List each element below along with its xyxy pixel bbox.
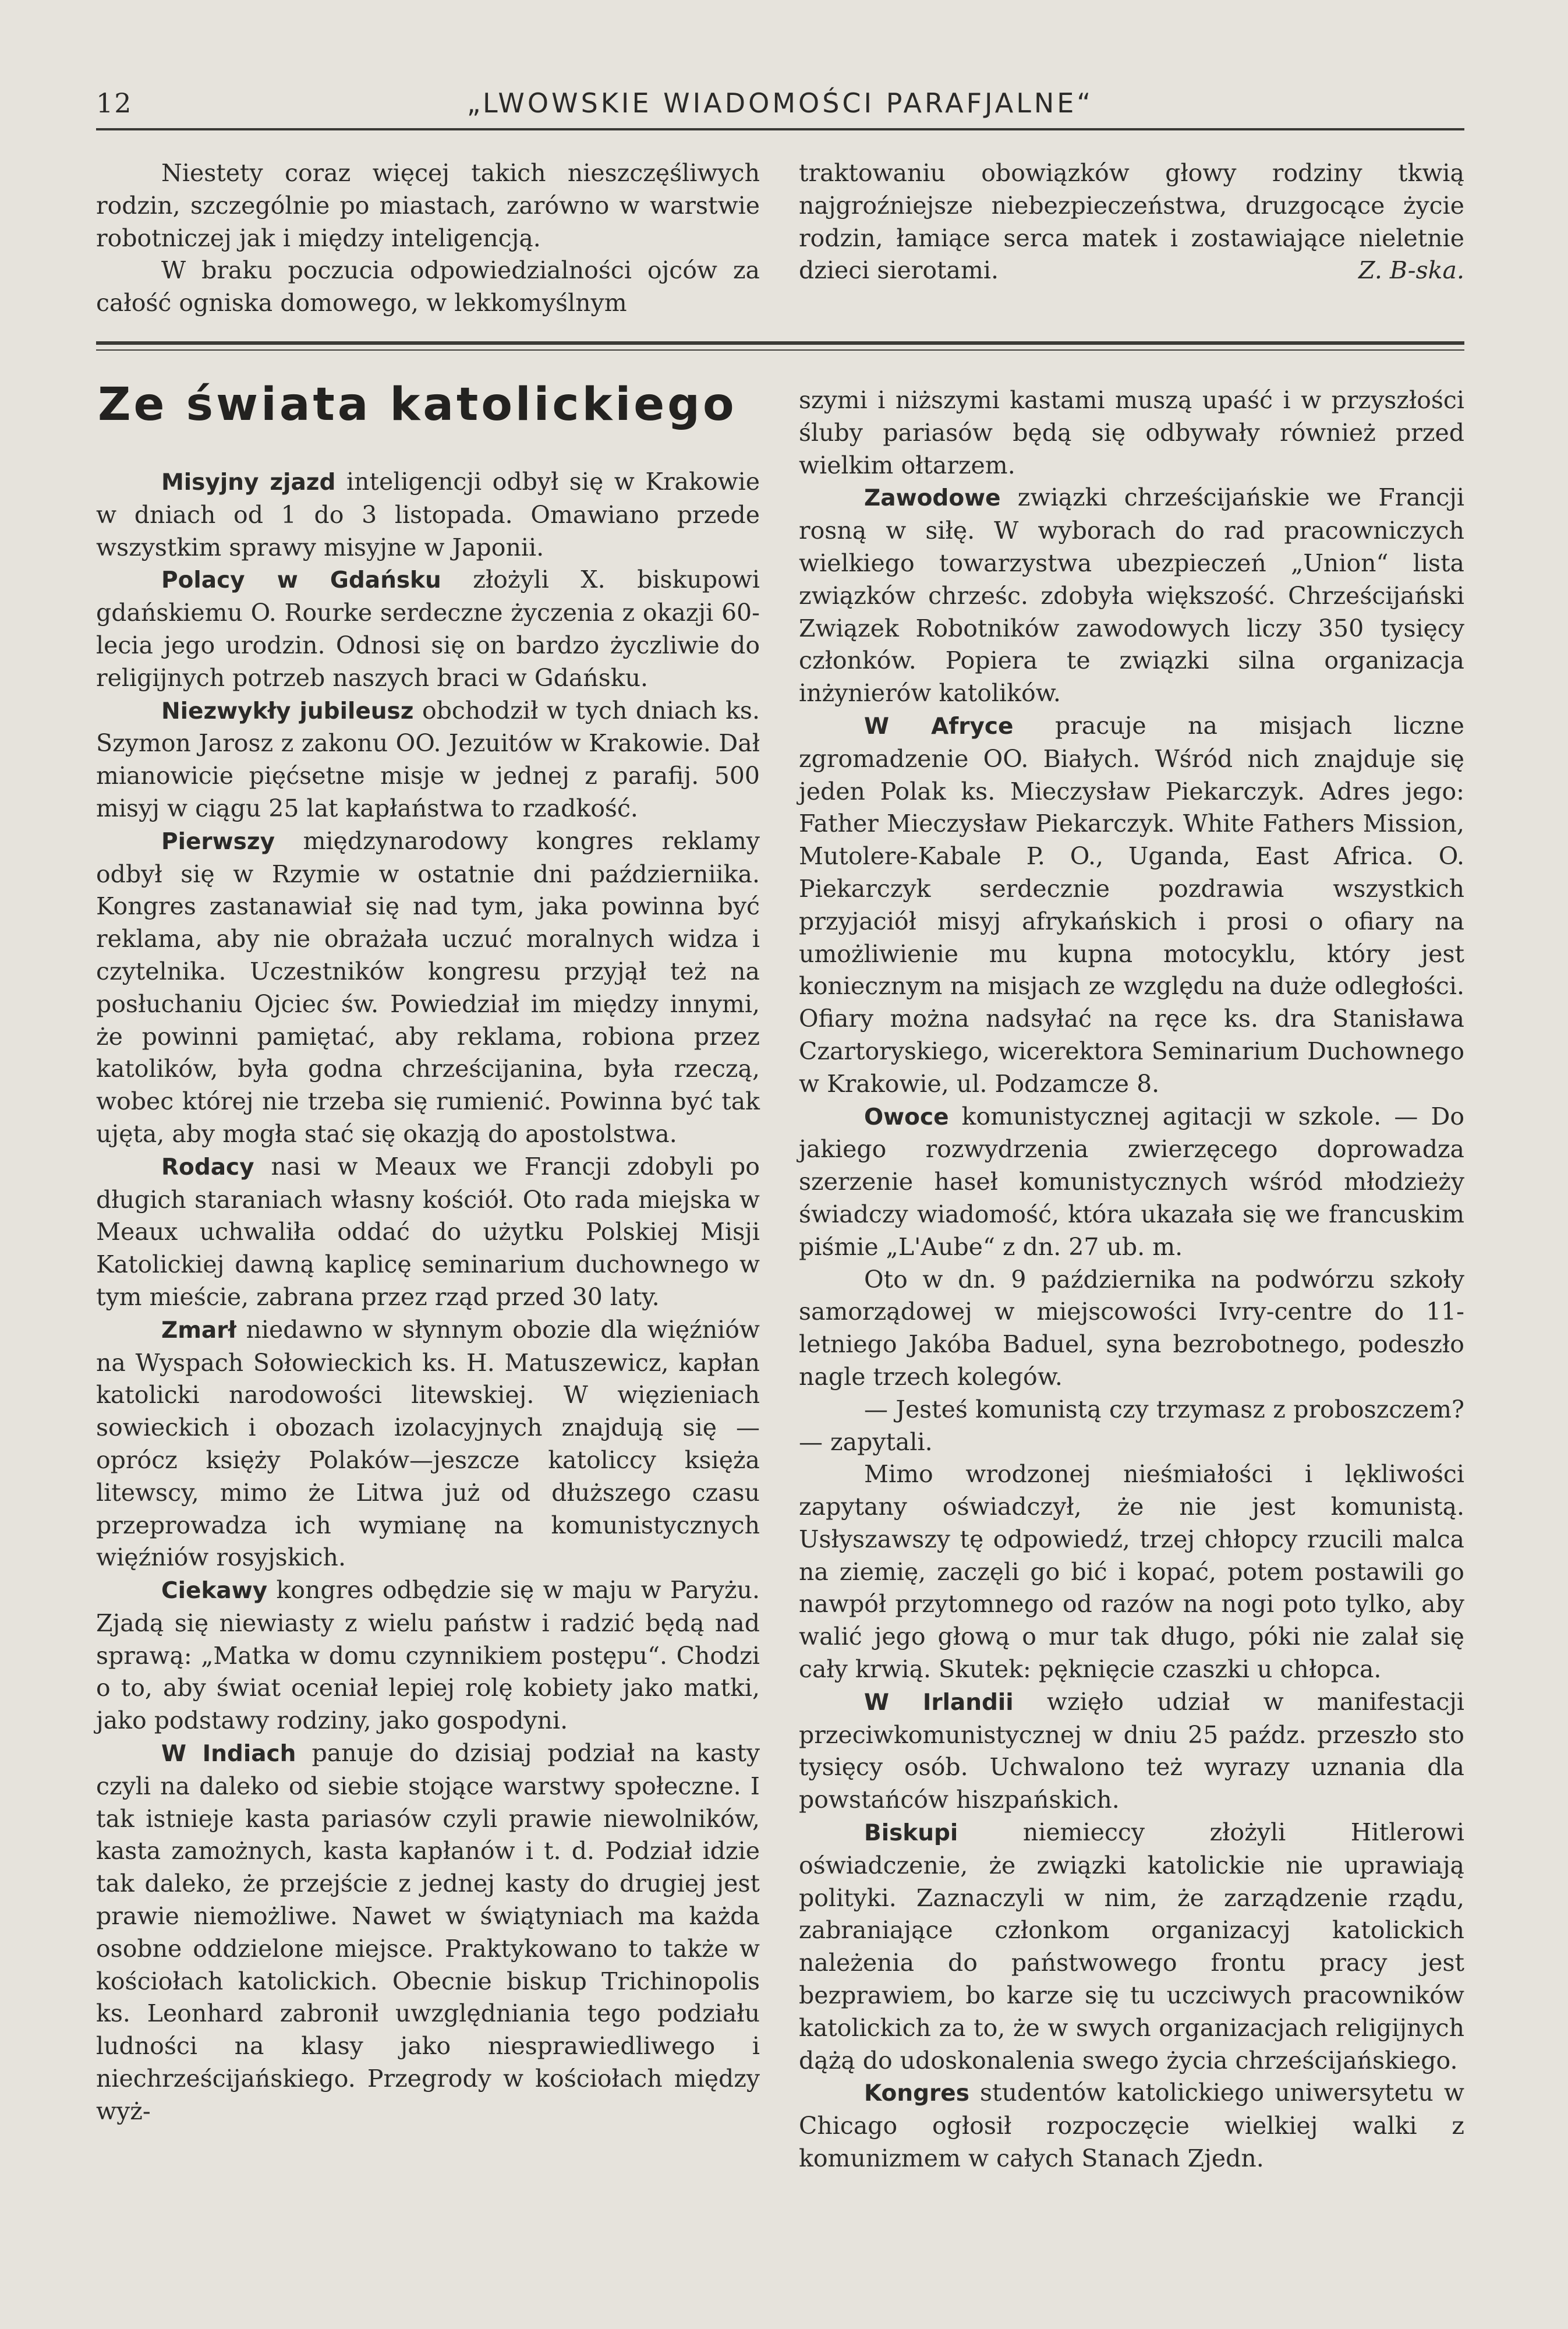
page-number: 12: [96, 87, 133, 119]
section-separator-thick: [96, 341, 1464, 345]
news-item-text: niedawno w słynnym obozie dla więźniów na Wyspach Sołowieckich ks. H. Matuszewicz, kapłan katolicki narodowości litewskiej. W więzieniach sowieckich i obozach izolacyjnych znajdują się — oprócz księży Polaków—jeszcze katoliccy księża litewscy, mimo że Litwa już od dłuższego czasu przeprowadza ich wymianę na komunistycznych więźniów rosyjskich.: [96, 1315, 760, 1572]
news-item-lead: Zawodowe: [864, 485, 1001, 512]
news-item-lead: Polacy w Gdańsku: [161, 567, 441, 594]
news-item-lead: Misyjny zjazd: [161, 469, 336, 496]
news-item: [799, 1458, 1464, 1686]
news-item: [96, 1151, 760, 1314]
news-item-text: inteligencji odbył się w Krakowie w dniach od 1 do 3 listopada. Omawiano przede wszystkim sprawy misyjne w Japonii.: [96, 468, 760, 561]
news-left-column: [96, 466, 760, 2128]
news-right-column: [799, 384, 1464, 2175]
news-item-text: złożyli X. biskupowi gdańskiemu O. Rourke serdeczne życzenia z okazji 60-lecia jego urodzin. Odnosi się on bardzo życzliwie do religijnych potrzeb naszych braci w Gdańsku.: [96, 566, 760, 692]
news-item-text: obchodził w tych dniach ks. Szymon Jarosz z zakonu OO. Jezuitów w Krakowie. Dał mianowicie pięćsetne misje w jednej z parafij. 500 misyj w ciągu 25 lat kapłaństwa to rzadkość.: [96, 696, 760, 822]
news-item-lead: W Indiach: [161, 1741, 296, 1768]
news-item-text: kongres odbędzie się w maju w Paryżu. Zjadą się niewiasty z wielu państw i radzić będą nad sprawą: „Matka w domu czynnikiem postępu“. Chodzi o to, aby świat oceniał lepiej rolę kobiety jako matki, jako podstawy rodziny, jako gospodyni.: [96, 1576, 760, 1735]
news-item-lead: Rodacy: [161, 1154, 254, 1181]
news-item: [799, 482, 1464, 710]
news-item-lead: W Afryce: [864, 713, 1014, 740]
news-item: [799, 384, 1464, 482]
news-item: [96, 1574, 760, 1737]
news-item-text: komunistycznej agitacji w szkole. — Do jakiego rozwydrzenia zwierzęcego doprowadza szerzenie haseł komunistycznych wśród młodzieży świadczy wiadomość, która ukazała się we francuskim piśmie „L'Aube“ z dn. 27 ub. m.: [799, 1102, 1464, 1261]
news-item-lead: Zmarł: [161, 1317, 236, 1344]
news-item-lead: Biskupi: [864, 1820, 958, 1847]
news-item: [96, 564, 760, 694]
news-item-text: pracuje na misjach liczne zgromadzenie OO. Białych. Wśród nich znajduje się jeden Polak ks. Mieczysław Piekarczyk. Adres jego: Father Mieczysław Piekarczyk. White Fathers Mission, Mutolere-Kabale P. O., Uganda, East Africa. O. Piekarczyk serdecznie pozdrawia wszystkich przyjaciół misyj afrykańskich i prosi o ofiary na umożliwienie mu kupna motocyklu, który jest koniecznym na misjach ze względu na duże odległości. Ofiary można nadsyłać na ręce ks. dra Stanisława Czartoryskiego, wicerektora Seminarium Duchownego w Krakowie, ul. Podzamcze 8.: [799, 711, 1464, 1098]
news-item: [96, 825, 760, 1151]
news-item: [799, 2077, 1464, 2175]
news-item-text: wzięło udział w manifestacji przeciwkomunistycznej w dniu 25 paźdz. przeszło sto tysięcy osób. Uchwalono też wyrazy uznania dla powstańców hiszpańskich.: [799, 1687, 1464, 1814]
news-item-text: nasi w Meaux we Francji zdobyli po długich staraniach własny kościół. Oto rada miejska w Meaux uchwaliła oddać do użytku Polskiej Misji Katolickiej dawną kaplicę seminarium duchownego w tym mieście, zabrana przez rząd przed 30 laty.: [96, 1152, 760, 1311]
top-article-paragraph: traktowaniu obowiązków głowy rodziny tkwią najgroźniejsze niebezpieczeństwa, druzgocące życie rodzin, łamiące serca matek i zostawiające nieletnie dzieci sierotami. Z. B-ska.: [799, 157, 1464, 287]
news-item-text: Mimo wrodzonej nieśmiałości i lękliwości zapytany oświadczył, że nie jest komunistą. Usłyszawszy tę odpowiedź, trzej chłopcy rzucili malca na ziemię, zaczęli go bić i kopać, potem postawili go nawpół przytomnego od razów na nogi poto tylko, aby walić jego głową o mur tak długo, póki nie zalał się cały krwią. Skutek: pęknięcie czaszki u chłopca.: [799, 1460, 1464, 1684]
news-item-lead: W Irlandii: [864, 1689, 1014, 1716]
news-item: [799, 1394, 1464, 1459]
news-item-text: niemieccy złożyli Hitlerowi oświadczenie, że związki katolickie nie uprawiają polityki. Zaznaczyli w nim, że zarządzenie rządu, zabraniające członkom organizacyj katolickich należenia do państwowego frontu pracy jest bezprawiem, bo karze się tu uczciwych pracowników katolickich za to, że w swych organizacjach religijnych dążą do udoskonalenia swego życia chrześcijańskiego.: [799, 1818, 1464, 2074]
author-signature: Z. B-ska.: [1358, 256, 1464, 285]
news-item-lead: Owoce: [864, 1104, 949, 1130]
news-item: [96, 466, 760, 564]
news-item: [799, 710, 1464, 1101]
news-item: [799, 1101, 1464, 1264]
top-article-right-column: [799, 157, 1464, 287]
news-item-text: związki chrześcijańskie we Francji rosną w siłę. W wyborach do rad pracowniczych wielkiego towarzystwa ubezpieczeń „Union“ lista związków chrześc. zdobyła większość. Chrześcijański Związek Robotników zawodowych liczy 350 tysięcy członków. Popiera te związki silna organizacja inżynierów katolików.: [799, 483, 1464, 708]
news-item: [799, 1686, 1464, 1816]
news-item: [96, 695, 760, 825]
news-item-lead: Niezwykły jubileusz: [161, 698, 414, 725]
news-item: [96, 1314, 760, 1574]
news-item: [96, 1737, 760, 2128]
news-item-text: panuje do dzisiaj podział na kasty czyli na daleko od siebie stojące warstwy społeczne. I tak istnieje kasta pariasów czyli prawie niewolników, kasta zamożnych, kasta kapłanów i t. d. Podział idzie tak daleko, że przejście z jednej kasty do drugiej jest prawie niemożliwe. Nawet w świątyniach ma każda osobne oddzielone miejsce. Praktykowano to także w kościołach katolickich. Obecnie biskup Trichinopolis ks. Leonhard zabronił uwzględniania tego podziału ludności na klasy jako niesprawiedliwego i niechrześcijańskiego. Przegrody w kościołach między wyż-: [96, 1739, 760, 2125]
news-item-text: międzynarodowy kongres reklamy odbył się w Rzymie w ostatnie dni październiika. Kongres zastanawiał się nad tym, jaka powinna być reklama, aby nie obrażała uczuć moralnych widza i czytelnika. Uczestników kongresu przyjął też na posłuchaniu Ojciec św. Powiedział im między innymi, że powinni pamiętać, aby reklama, robiona przez katolików, była godna chrześcijanina, była rzeczą, wobec której nie trzeba się rumienić. Powinna być tak ujęta, aby mogła stać się okazją do apostolstwa.: [96, 826, 760, 1148]
news-item-text: — Jesteś komunistą czy trzymasz z proboszczem? — zapytali.: [799, 1395, 1464, 1456]
running-title: „LWOWSKIE WIADOMOŚCI PARAFJALNE“: [466, 87, 1094, 119]
page-header: [96, 87, 1464, 128]
news-item: [799, 1816, 1464, 2077]
news-item-text: studentów katolickiego uniwersytetu w Chicago ogłosił rozpoczęcie wielkiej walki z komunizmem w całych Stanach Zjedn.: [799, 2079, 1464, 2173]
top-article-left-column: [96, 157, 760, 320]
news-item: [799, 1264, 1464, 1394]
news-item-lead: Kongres: [864, 2080, 969, 2107]
header-rule: [96, 128, 1464, 130]
top-article-paragraph: Niestety coraz więcej takich nieszczęśliwych rodzin, szczególnie po miastach, zarówno w warstwie robotniczej jak i między inteligencją.: [96, 159, 760, 252]
section-separator-thin: [96, 349, 1464, 351]
top-article-paragraph: W braku poczucia odpowiedzialności ojców za całość ogniska domowego, w lekkomyślnym: [96, 256, 760, 317]
news-item-lead: Pierwszy: [161, 828, 275, 855]
news-item-text: szymi i niższymi kastami muszą upaść i w przyszłości śluby pariasów będą się odbywały również przed wielkim ołtarzem.: [799, 386, 1464, 479]
news-item-lead: Ciekawy: [161, 1578, 268, 1604]
section-title: Ze świata katolickiego: [98, 379, 737, 431]
news-item-text: Oto w dn. 9 października na podwórzu szkoły samorządowej w miejscowości Ivry-centre do 11-letniego Jakóba Baduel, syna bezrobotnego, podeszło nagle trzech kolegów.: [799, 1265, 1464, 1391]
